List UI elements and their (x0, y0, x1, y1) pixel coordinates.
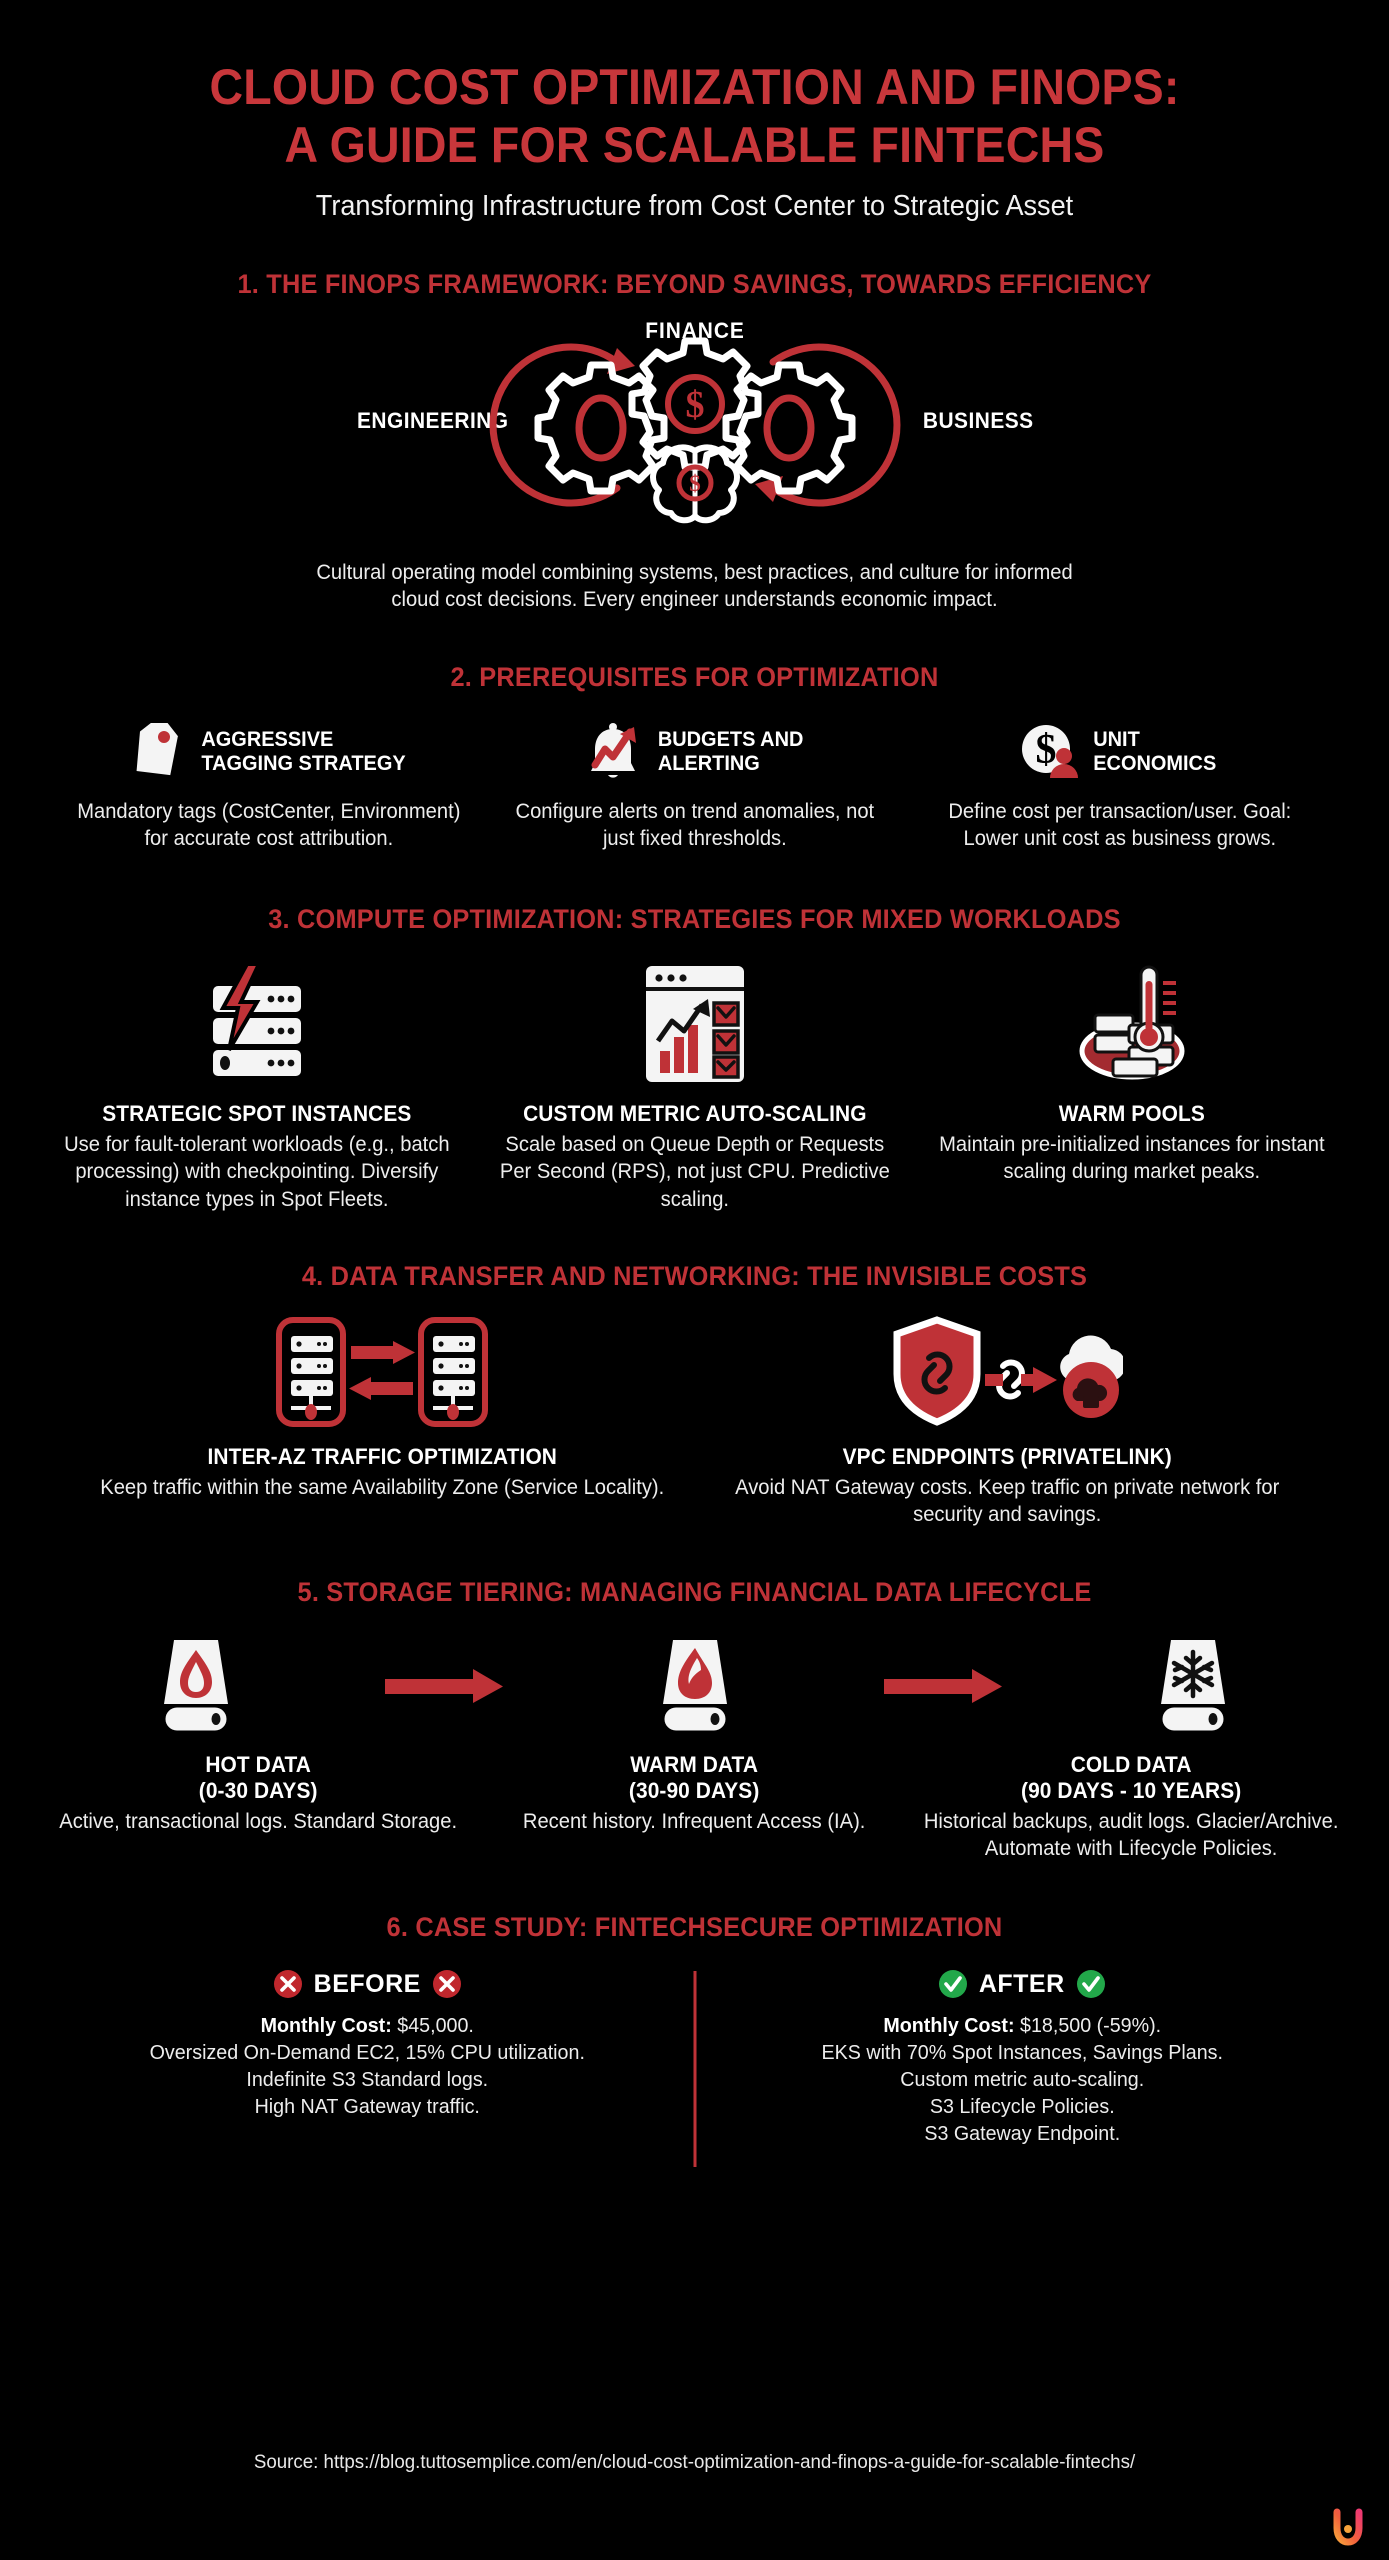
prerequisite-item-unit-economics (907, 719, 1333, 853)
dollar-user-icon (1020, 723, 1080, 781)
hero-header (0, 0, 1389, 223)
check-circle-icon (938, 1969, 968, 1999)
prerequisite-title-line-2: ALERTING (657, 751, 760, 775)
section-2-heading: 2. PREREQUISITES FOR OPTIMIZATION (450, 661, 939, 692)
compute-item-warm-pools (913, 961, 1351, 1186)
prerequisite-title-line-1: BUDGETS AND (657, 727, 804, 751)
after-line: S3 Gateway Endpoint. (923, 2122, 1120, 2146)
storage-tier-columns (0, 1752, 1389, 1863)
right-arrow-icon (884, 1669, 1004, 1703)
storage-tier-name: COLD DATA (1070, 1751, 1192, 1777)
storage-tier-body: Active, transactional logs. Standard Storage. (59, 1809, 458, 1833)
after-cost-value: $18,500 (-59%). (1019, 2014, 1161, 2038)
after-line: Custom metric auto-scaling. (899, 2068, 1144, 2092)
storage-arrow-1 (242, 1669, 649, 1703)
section-1-heading: 1. THE FINOPS FRAMEWORK: BEYOND SAVINGS, TOWARDS EFFICIENCY (237, 269, 1152, 299)
compute-icon-wrap (476, 961, 914, 1087)
networking-title: VPC ENDPOINTS (PRIVATELINK) (842, 1444, 1172, 1470)
storage-tier-hot (40, 1752, 476, 1835)
server-lightning-icon (193, 964, 321, 1084)
page-title (49, 58, 1341, 174)
bell-trend-icon (582, 723, 644, 781)
storage-tier-title (924, 1752, 1339, 1804)
networking-columns (0, 1314, 1389, 1529)
x-circle-icon (432, 1969, 462, 1999)
diagram-label-finance: FINANCE (644, 318, 745, 343)
section-3-heading: 3. COMPUTE OPTIMIZATION: STRATEGIES FOR MIXED WORKLOADS (268, 904, 1121, 935)
case-study-comparison (0, 1969, 1389, 2147)
svg-text:$: $ (688, 471, 701, 496)
storage-arrow-2 (741, 1669, 1148, 1703)
prerequisite-item-tagging (56, 719, 482, 853)
prerequisite-title-line-1: UNIT (1093, 727, 1141, 751)
storage-tier-range: (0-30 DAYS) (198, 1777, 318, 1803)
before-line: High NAT Gateway traffic. (254, 2095, 480, 2119)
after-cost-label: Monthly Cost: (882, 2014, 1015, 2038)
before-cost-row (53, 2012, 681, 2039)
storage-tier-title (51, 1752, 466, 1804)
page-subtitle: Transforming Infrastructure from Cost Center to Strategic Asset (315, 190, 1074, 222)
compute-title: WARM POOLS (1059, 1101, 1206, 1127)
before-cost-value: $45,000. (397, 2014, 474, 2038)
diagram-label-business: BUSINESS (922, 408, 1034, 433)
prerequisite-icon-title-row (482, 719, 908, 785)
storage-tier-range: (90 DAYS - 10 YEARS) (1020, 1777, 1241, 1803)
gears-cycle-icon (345, 318, 1045, 528)
storage-tier-warm (476, 1752, 912, 1835)
compute-icon-wrap (913, 961, 1351, 1087)
networking-title: INTER-AZ TRAFFIC OPTIMIZATION (207, 1444, 557, 1470)
prerequisite-item-budgets (482, 719, 908, 853)
compute-title: STRATEGIC SPOT INSTANCES (102, 1101, 412, 1127)
after-line: EKS with 70% Spot Instances, Savings Plans. (821, 2041, 1223, 2065)
compute-columns (0, 961, 1389, 1213)
after-line: S3 Lifecycle Policies. (929, 2095, 1115, 2119)
prerequisite-title (658, 728, 804, 776)
section-prerequisites (0, 662, 1389, 853)
compute-icon-wrap (38, 961, 476, 1087)
before-cost-label: Monthly Cost: (260, 2014, 392, 2038)
finops-diagram (0, 318, 1389, 543)
after-cost-row (708, 2012, 1336, 2039)
diagram-label-engineering: ENGINEERING (356, 408, 509, 433)
prerequisite-title-line-2: ECONOMICS (1093, 751, 1217, 775)
before-label: BEFORE (313, 1969, 421, 1998)
networking-item-vpc-endpoints (695, 1314, 1320, 1529)
compute-body: Use for fault-tolerant workloads (e.g., batch processing) with checkpointing. Diversify instance types in Spot Fleets. (64, 1133, 450, 1211)
prerequisite-icon-title-row (907, 719, 1333, 785)
after-label: AFTER (978, 1969, 1065, 1998)
section-6-heading: 6. CASE STUDY: FINTECHSECURE OPTIMIZATION (386, 1912, 1003, 1943)
before-line: Indefinite S3 Standard logs. (246, 2068, 489, 2092)
storage-tier-body: Recent history. Infrequent Access (IA). (523, 1809, 866, 1833)
right-arrow-icon (385, 1669, 505, 1703)
prerequisite-body: Define cost per transaction/user. Goal: Lower unit cost as business grows. (948, 799, 1292, 850)
compute-body: Scale based on Queue Depth or Requests Per Second (RPS), not just CPU. Predictive scaling. (499, 1133, 890, 1211)
drum-flame-icon (649, 1636, 741, 1736)
section-1-desc-line-2: cloud cost decisions. Every engineer understands economic impact. (391, 588, 998, 612)
source-footer: Source: https://blog.tuttosemplice.com/en/cloud-cost-optimization-and-finops-a-guide-for-scalable-fintechs/ (253, 2451, 1136, 2473)
prerequisite-title (1094, 728, 1217, 776)
storage-tier-name: WARM DATA (630, 1751, 759, 1777)
svg-text:$: $ (685, 384, 704, 426)
before-line: Oversized On-Demand EC2, 15% CPU utilization. (149, 2041, 585, 2065)
storage-tier-flow (0, 1634, 1389, 1738)
before-header (40, 1969, 695, 1999)
drum-flame-icon (150, 1636, 242, 1736)
drum-snowflake-icon (1147, 1636, 1239, 1736)
case-study-after (695, 1969, 1350, 2147)
page-title-line-1: CLOUD COST OPTIMIZATION AND FINOPS: (209, 59, 1180, 115)
section-1-description (0, 559, 1389, 614)
section-4-heading: 4. DATA TRANSFER AND NETWORKING: THE INVISIBLE COSTS (301, 1261, 1088, 1292)
storage-tier-cold (913, 1752, 1349, 1863)
networking-body: Keep traffic within the same Availability Zone (Service Locality). (100, 1476, 665, 1500)
section-storage-tiering (0, 1577, 1389, 1863)
after-header (695, 1969, 1350, 1999)
prerequisite-title-line-1: AGGRESSIVE (201, 727, 334, 751)
section-data-transfer (0, 1261, 1389, 1529)
brand-logo (1333, 2504, 1363, 2546)
section-compute-optimization (0, 904, 1389, 1213)
server-thermometer-icon (1069, 963, 1195, 1085)
page-title-line-2: A GUIDE FOR SCALABLE FINTECHS (284, 117, 1105, 173)
section-1-desc-line-1: Cultural operating model combining systems, best practices, and culture for informed (316, 561, 1073, 584)
prerequisite-icon-title-row (56, 719, 482, 785)
prerequisites-columns (0, 719, 1389, 853)
section-5-heading: 5. STORAGE TIERING: MANAGING FINANCIAL DATA LIFECYCLE (297, 1576, 1092, 1607)
prerequisite-body: Configure alerts on trend anomalies, not just fixed thresholds. (515, 799, 874, 850)
case-study-divider (693, 1971, 696, 2167)
compute-item-spot-instances (38, 961, 476, 1213)
networking-body: Avoid NAT Gateway costs. Keep traffic on private network for security and savings. (734, 1476, 1279, 1527)
storage-tier-name: HOT DATA (205, 1751, 311, 1777)
networking-icon-wrap (695, 1314, 1320, 1430)
prerequisite-title (202, 728, 406, 776)
before-details (53, 2012, 681, 2120)
x-circle-icon (273, 1969, 303, 1999)
section-finops-framework (0, 269, 1389, 614)
compute-title: CUSTOM METRIC AUTO-SCALING (522, 1101, 867, 1127)
check-circle-icon (1076, 1969, 1106, 1999)
shield-link-cloud-icon (891, 1316, 1123, 1428)
storage-tier-range: (30-90 DAYS) (629, 1777, 760, 1803)
server-exchange-icon (275, 1316, 489, 1428)
prerequisite-body: Mandatory tags (CostCenter, Environment) for accurate cost attribution. (77, 799, 461, 850)
networking-item-inter-az (70, 1314, 695, 1529)
networking-icon-wrap (70, 1314, 695, 1430)
case-study-before (40, 1969, 695, 2147)
after-details (708, 2012, 1336, 2147)
svg-text:$: $ (1035, 726, 1057, 773)
section-case-study (0, 1912, 1389, 2147)
v-logo-icon (1333, 2504, 1363, 2546)
compute-body: Maintain pre-initialized instances for instant scaling during market peaks. (939, 1133, 1325, 1184)
prerequisite-title-line-2: TAGGING STRATEGY (201, 751, 406, 775)
storage-tier-title (487, 1752, 902, 1804)
storage-tier-body: Historical backups, audit logs. Glacier/Archive. Automate with Lifecycle Policies. (923, 1809, 1339, 1860)
dashboard-chart-icon (638, 963, 752, 1085)
compute-item-auto-scaling (476, 961, 914, 1213)
price-tag-icon (126, 723, 186, 781)
